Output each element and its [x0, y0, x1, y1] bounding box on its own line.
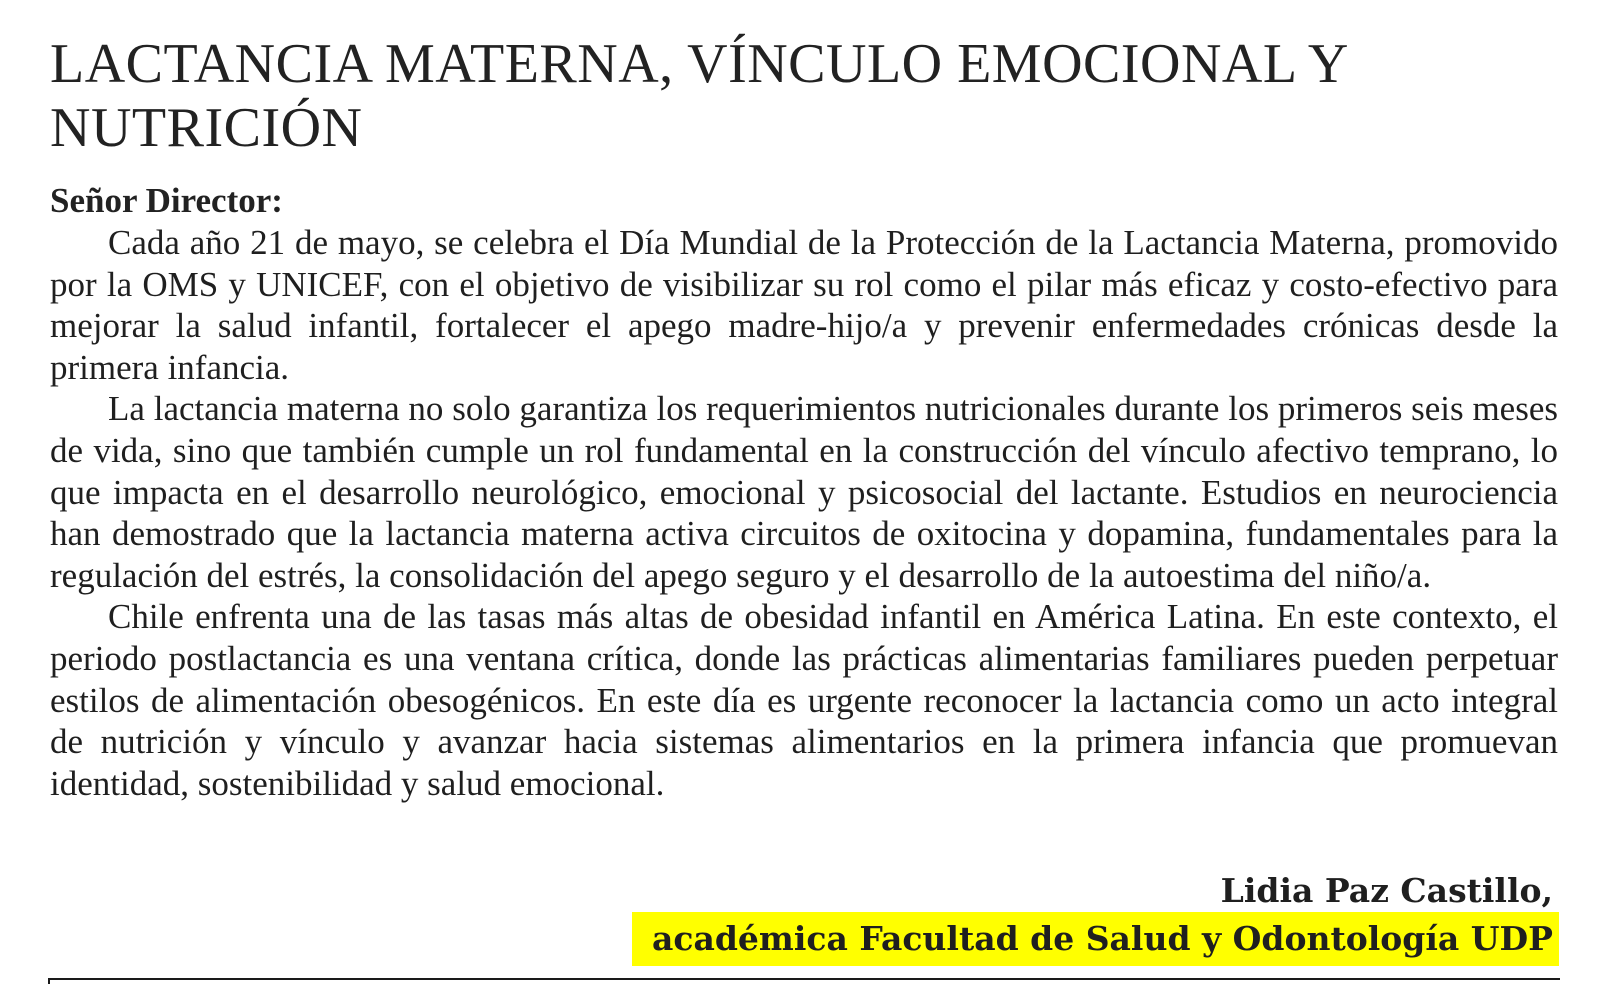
body-paragraph-2: La lactancia materna no solo garantiza los requerimientos nutricionales durante los primeros seis meses de vida, sino que también cumple un rol fundamental en la construcción del vínculo afectivo temprano, lo que impacta en el desarrollo neurológico, emocional y psicosocial del lactante. Estudios en neurociencia han demostrado que la lactancia materna activa circuitos de oxitocina y dopamina, fundamentales para la regulación del estrés, la consolidación del apego seguro y el desarrollo de la autoestima del niño/a.	[50, 389, 1558, 595]
letter-greeting: Señor Director:	[50, 181, 283, 220]
letter-body	[50, 222, 1558, 804]
bottom-divider	[48, 978, 1560, 980]
article-headline: LACTANCIA MATERNA, VÍNCULO EMOCIONAL Y NUTRICIÓN	[50, 33, 1347, 159]
letter-signature	[632, 870, 1559, 966]
author-affiliation-highlight: académica Facultad de Salud y Odontología UDP	[632, 912, 1559, 966]
bottom-divider-tick	[48, 978, 50, 984]
author-name: Lidia Paz Castillo,	[1220, 871, 1553, 910]
body-paragraph-1: Cada año 21 de mayo, se celebra el Día Mundial de la Protección de la Lactancia Materna, promovido por la OMS y UNICEF, con el objetivo de visibilizar su rol como el pilar más eficaz y costo-efectivo para mejorar la salud infantil, fortalecer el apego madre-hijo/a y prevenir enfermedades crónicas desde la primera infancia.	[50, 223, 1558, 387]
body-paragraph-3: Chile enfrenta una de las tasas más altas de obesidad infantil en América Latina. En este contexto, el periodo postlactancia es una ventana crítica, donde las prácticas alimentarias familiares pueden perpetuar estilos de alimentación obesogénicos. En este día es urgente reconocer la lactancia como un acto integral de nutrición y vínculo y avanzar hacia sistemas alimentarios en la primera infancia que promuevan identidad, sostenibilidad y salud emocional.	[50, 597, 1558, 803]
